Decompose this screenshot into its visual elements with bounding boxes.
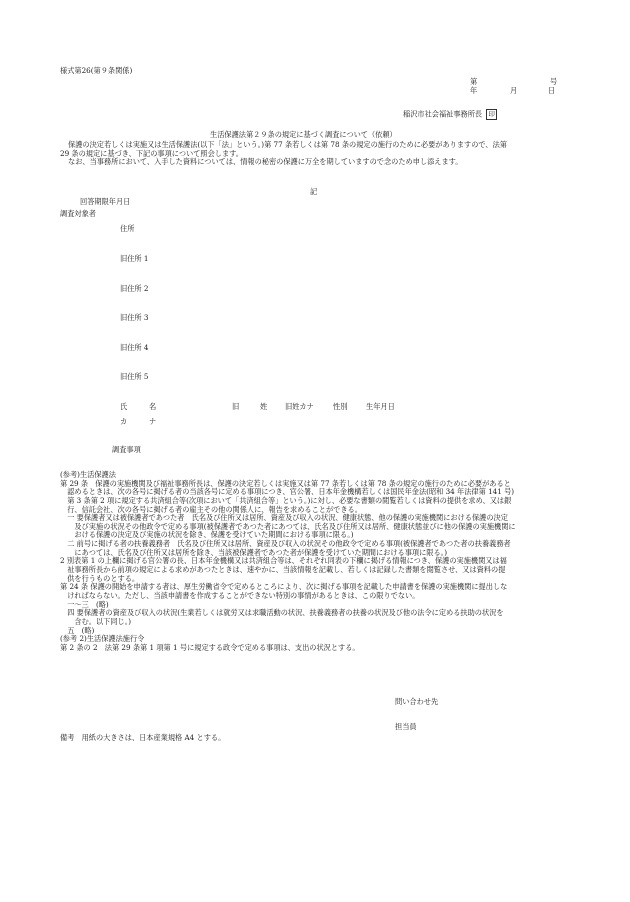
name-mei-label: 名 (149, 402, 157, 411)
reference-1-line: 認めるときは、次の各号に掲げる者の当該各号に定める事項につき、官公署、日本年金機構若しくは国民年金法(昭和 34 年法律第 141 号) (60, 487, 515, 497)
reference-1-line: 行、信託会社、次の各号に掲げる者の雇主その他の関係人に、報告を求めることができる。 (60, 504, 362, 514)
old-surname-sei-label: 姓 (260, 402, 268, 411)
intro-line-2: 29 条の規定に基づき、下記の事項について照会します。 (60, 148, 243, 158)
date-day-label: 日 (548, 86, 556, 95)
number-label-go: 号 (550, 77, 558, 86)
issuer-name: 稲沢市社会福祉事務所長 (403, 109, 483, 119)
reference-1-line: 含む。以下同じ。) (60, 616, 132, 626)
person-in-charge-label: 担当員 (395, 722, 417, 731)
reference-1-line: 一～三 (略) (60, 599, 109, 609)
intro-line-3: なお、当事務所において、入手した資料については、情報の秘密の保護に万全を期していますので念のため申し添えます。 (68, 157, 463, 167)
old-address-3-label: 旧住所 3 (120, 313, 149, 322)
reference-1-line: 及び実施の状況その他政令で定める事項(被保護者であつた者にあつては、氏名及び住所又は居所、健康状態並びに他の保護の実施機関に (60, 521, 516, 531)
reference-2-line: 第 2 条の 2 法第 29 条第 1 項第 1 号に規定する政令で定める事項は、支出の状況とする。 (60, 642, 360, 652)
reference-2-heading: (参考 2)生活保護法施行令 (60, 634, 145, 644)
reference-1-line: 祉事務所長から前項の規定による求めがあつたときは、速やかに、当該情報を記載し、若しくは記録した書類を閲覧させ、又は資料の提 (60, 565, 506, 575)
reply-deadline-label: 回答期限年月日 (80, 197, 131, 206)
old-address-2-label: 旧住所 2 (120, 284, 149, 293)
document-title: 生活保護法第２９条の規定に基づく調査について（依頼） (210, 130, 397, 139)
old-address-5-label: 旧住所 5 (120, 372, 149, 381)
old-address-1-label: 旧住所 1 (120, 254, 149, 263)
subject-label: 調査対象者 (60, 209, 96, 218)
name-shi-label: 氏 (120, 402, 128, 411)
address-field-label: 住所 (120, 224, 135, 233)
reference-1-line: おける保護の決定及び実施の状況を除き、保護を受けていた期間における事項に限る。) (60, 530, 354, 540)
intro-paragraph (60, 141, 580, 167)
reference-1-line: 一 要保護者又は被保護者であつた者 氏名及び住所又は居所、資産及び収入の状況、健康状態、他の保護の実施機関における保護の決定 (60, 513, 508, 523)
number-label-dai: 第 (470, 77, 478, 86)
reference-1-line: 2 別表第 1 の上欄に掲げる官公署の長、日本年金機構又は共済組合等は、それぞれ同表の下欄に掲げる情報につき、保護の実施機関又は福 (60, 556, 507, 566)
reference-1-line: 第 24 条 保護の開始を申請する者は、厚生労働省令で定めるところにより、次に掲げる事項を記載した申請書を保護の実施機関に提出しな (60, 582, 508, 592)
reference-1-line: 五 (略) (60, 625, 95, 635)
inquiry-label: 問い合わせ先 (395, 697, 439, 706)
reference-1-line: にあつては、氏名及び住所又は居所を除き、当該被保護者であつた者が保護を受けていた期間における事項に限る。) (60, 547, 448, 557)
reference-1-line: 第 3 条第 2 項に規定する共済組合等(次項において「共済組合等」という。)に対し、必要な書類の閲覧若しくは資料の提供を求め、又は銀 (60, 495, 512, 505)
old-address-4-label: 旧住所 4 (120, 343, 149, 352)
ki-heading: 記 (310, 187, 318, 196)
date-month-label: 月 (510, 86, 518, 95)
reference-1-line: 四 要保護者の資産及び収入の状況(生業若しくは就労又は求職活動の状況、扶養義務者の扶養の状況及び他の法令に定める扶助の状況を (60, 608, 504, 618)
reference-welfare-act (60, 471, 580, 652)
kana-ka-label: カ (120, 417, 128, 426)
gender-label: 性別 (333, 402, 348, 411)
date-year-label: 年 (470, 86, 478, 95)
kana-na-label: ナ (149, 417, 157, 426)
reference-1-heading: (参考)生活保護法 (60, 470, 116, 479)
old-surname-kana-label: 旧姓カナ (285, 402, 314, 411)
form-number: 様式第26(第９条関係) (60, 66, 133, 75)
investigation-items-label: 調査事項 (112, 445, 141, 454)
reference-1-line: 供を行うものとする。 (60, 573, 140, 583)
reference-1-line: 第 29 条 保護の実施機関及び福祉事務所長は、保護の決定若しくは実施又は第 77 条若しくは第 78 条の規定の施行のために必要があると (60, 478, 511, 488)
reference-1-line: ければならない。ただし、当該申請書を作成することができない特別の事情があるときは、この限りでない。 (60, 590, 420, 600)
seal-stamp: 印 (486, 109, 497, 120)
old-surname-kyu-label: 旧 (232, 402, 240, 411)
issuer-line (403, 109, 497, 120)
birthdate-label: 生年月日 (366, 402, 395, 411)
reference-1-line: 二 前号に掲げる者の扶養義務者 氏名及び住所又は居所、資産及び収入の状況その他政令で定める事項(被保護者であつた者の扶養義務者 (60, 539, 511, 549)
paper-size-note: 備考 用紙の大きさは、日本産業規格 A4 とする。 (60, 733, 226, 742)
intro-line-1: 保護の決定若しくは実施又は生活保護法(以下「法」という。)第 77 条若しくは第 78 条の規定の施行のために必要がありますので、法第 (68, 140, 507, 149)
